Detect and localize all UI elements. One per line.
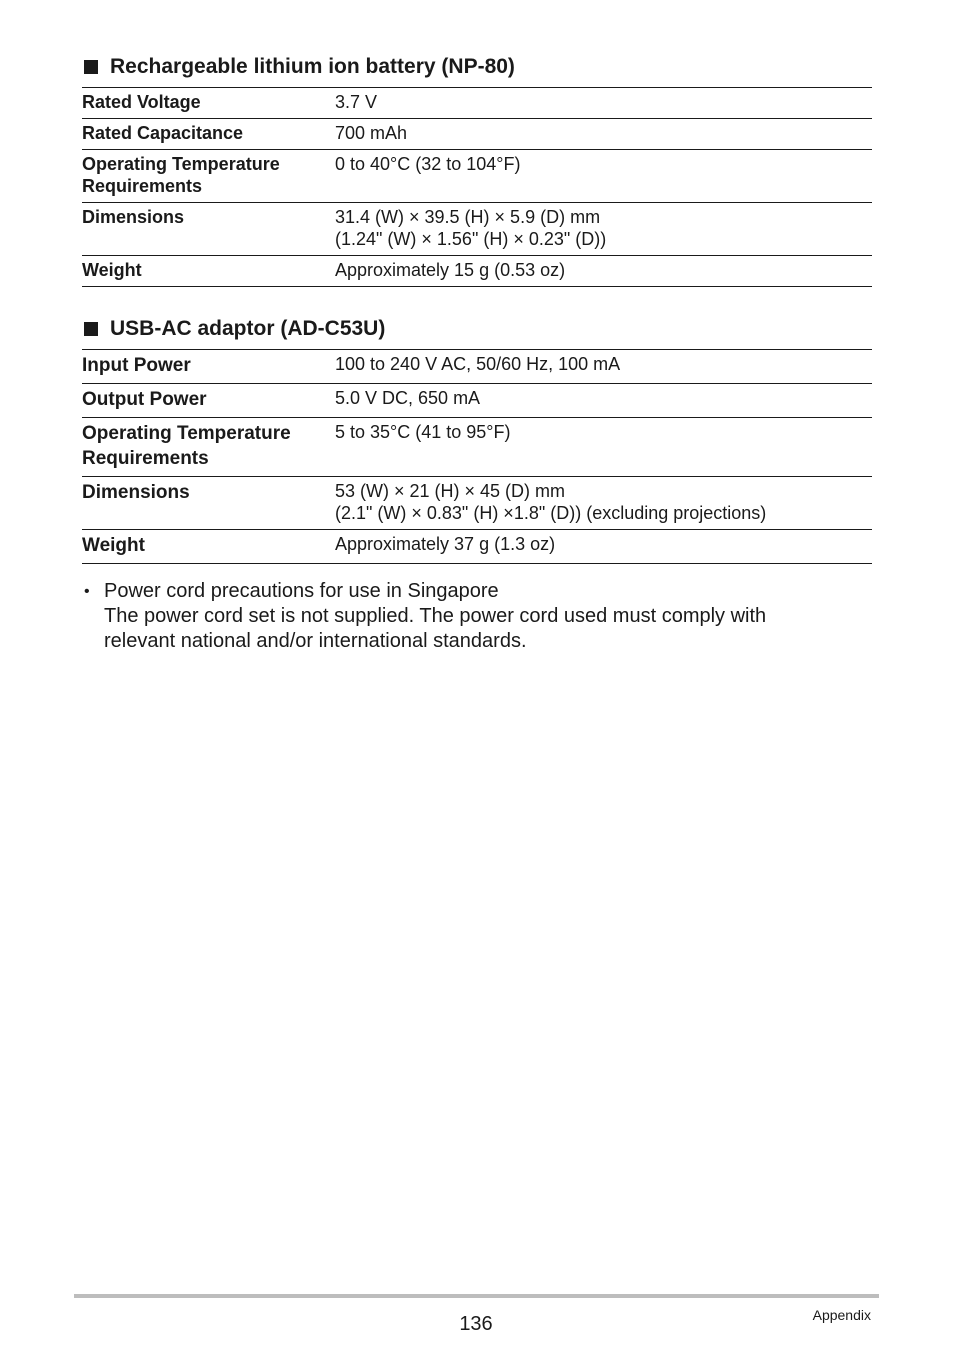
adaptor-spec-row [82,350,872,384]
square-bullet-icon [84,60,98,74]
battery-spec-row [82,203,872,256]
adaptor-spec-row [82,477,872,530]
spec-label: Dimensions [82,207,185,227]
spec-label: Output Power [82,389,207,410]
battery-section-heading [84,53,872,81]
note-line: The power cord set is not supplied. The power cord used must comply with [104,605,767,627]
note-line: relevant national and/or international standards. [104,630,527,652]
spec-label: Weight [82,535,145,556]
battery-spec-table [82,87,872,287]
adaptor-spec-section [82,315,872,564]
battery-heading-text: Rechargeable lithium ion battery (NP-80) [110,55,515,78]
footer-section-label: Appendix [812,1307,871,1323]
spec-value: 0 to 40°C (32 to 104°F) [335,154,521,174]
spec-label: Rated Voltage [82,92,201,112]
spec-label: Rated Capacitance [82,123,244,143]
adaptor-heading-text: USB-AC adaptor (AD-C53U) [110,317,386,340]
note-line: Power cord precautions for use in Singapore [104,580,499,602]
battery-spec-row [82,256,872,287]
page-number-text: 136 [459,1313,493,1335]
power-cord-note [84,579,844,654]
spec-value: Approximately 15 g (0.53 oz) [335,260,566,280]
spec-label: Weight [82,260,142,280]
adaptor-spec-row [82,384,872,418]
note-bullet: • [84,583,90,600]
spec-value: 5 to 35°C (41 to 95°F) [335,422,511,442]
battery-spec-section [82,53,872,287]
battery-spec-row [82,119,872,150]
spec-value: Approximately 37 g (1.3 oz) [335,534,556,554]
spec-value: 3.7 V [335,92,378,112]
page-number [0,1313,954,1336]
adaptor-spec-row [82,418,872,477]
battery-spec-row [82,150,872,203]
spec-value: 53 (W) × 21 (H) × 45 (D) mm (2.1" (W) × 0.83" (H) ×1.8" (D)) (excluding projections) [335,481,767,523]
spec-label: Operating Temperature Requirements [82,423,291,469]
footer-divider [74,1294,879,1298]
spec-value: 31.4 (W) × 39.5 (H) × 5.9 (D) mm (1.24" (W) × 1.56" (H) × 0.23" (D)) [335,207,607,249]
spec-value: 5.0 V DC, 650 mA [335,388,481,408]
spec-label: Operating Temperature Requirements [82,154,280,196]
note-text [104,579,766,654]
spec-value: 700 mAh [335,123,408,143]
spec-label: Input Power [82,355,191,376]
square-bullet-icon [84,322,98,336]
spec-value: 100 to 240 V AC, 50/60 Hz, 100 mA [335,354,621,374]
spec-label: Dimensions [82,482,190,503]
battery-spec-row [82,88,872,119]
adaptor-spec-row [82,530,872,564]
adaptor-section-heading [84,315,872,343]
adaptor-spec-table [82,349,872,564]
